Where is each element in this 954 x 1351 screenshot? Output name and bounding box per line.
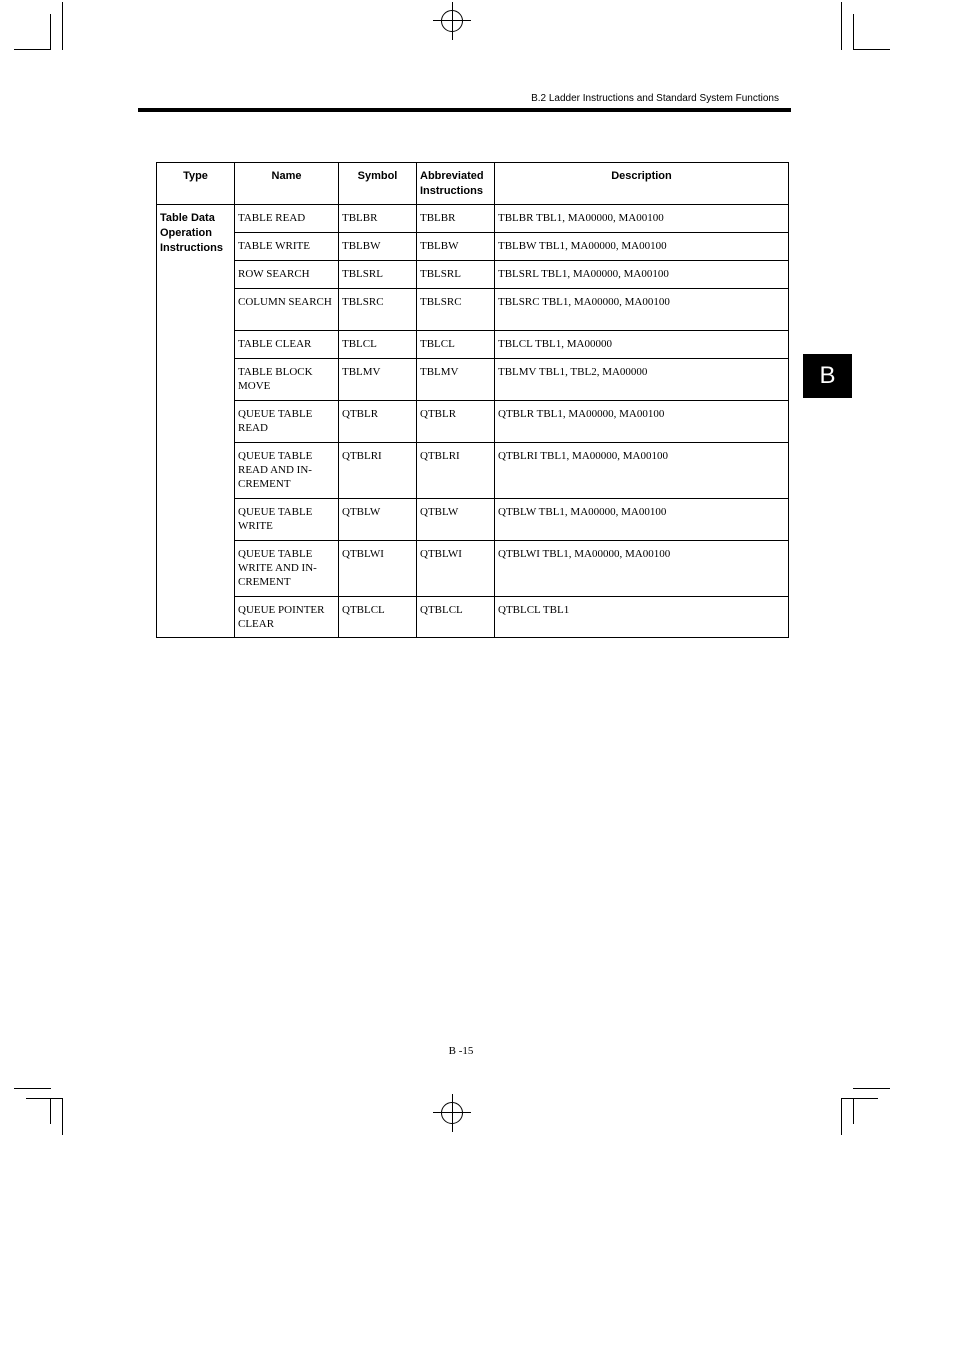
symbol-cell: QTBLW bbox=[339, 499, 417, 541]
running-head: B.2 Ladder Instructions and Standard System Functions bbox=[531, 93, 779, 104]
symbol-cell: TBLMV bbox=[339, 359, 417, 401]
header-description: Description bbox=[495, 163, 789, 205]
registration-mark-bottom-v bbox=[452, 1094, 453, 1132]
header-type: Type bbox=[157, 163, 235, 205]
description-cell: QTBLWI TBL1, MA00000, MA00100 bbox=[495, 541, 789, 597]
name-cell: ROW SEARCH bbox=[235, 261, 339, 289]
name-cell: QUEUE TABLE READ bbox=[235, 401, 339, 443]
abbreviated-cell: TBLCL bbox=[417, 331, 495, 359]
abbreviated-cell: TBLBW bbox=[417, 233, 495, 261]
name-cell: TABLE READ bbox=[235, 205, 339, 233]
crop-mark-top-left-v2 bbox=[50, 14, 51, 50]
symbol-cell: QTBLWI bbox=[339, 541, 417, 597]
description-cell: TBLMV TBL1, TBL2, MA00000 bbox=[495, 359, 789, 401]
description-cell: TBLBR TBL1, MA00000, MA00100 bbox=[495, 205, 789, 233]
name-cell: QUEUE TABLE WRITE bbox=[235, 499, 339, 541]
crop-mark-bottom-left-h bbox=[14, 1088, 51, 1089]
table-row bbox=[157, 233, 789, 261]
name-cell: TABLE WRITE bbox=[235, 233, 339, 261]
crop-mark-bottom-right-v bbox=[853, 1098, 854, 1124]
symbol-cell: TBLBW bbox=[339, 233, 417, 261]
description-cell: QTBLCL TBL1 bbox=[495, 597, 789, 638]
abbreviated-cell: QTBLCL bbox=[417, 597, 495, 638]
table-row bbox=[157, 261, 789, 289]
table-row bbox=[157, 205, 789, 233]
table-row bbox=[157, 289, 789, 331]
table-row bbox=[157, 401, 789, 443]
abbreviated-cell: QTBLW bbox=[417, 499, 495, 541]
symbol-cell: TBLSRL bbox=[339, 261, 417, 289]
header-abbreviated: Abbreviated Instructions bbox=[417, 163, 495, 205]
crop-mark-bottom-left-h2 bbox=[26, 1098, 63, 1099]
name-cell: TABLE CLEAR bbox=[235, 331, 339, 359]
crop-mark-bottom-left-v bbox=[50, 1098, 51, 1124]
table-row bbox=[157, 541, 789, 597]
abbreviated-cell: TBLMV bbox=[417, 359, 495, 401]
table-row bbox=[157, 499, 789, 541]
description-cell: QTBLR TBL1, MA00000, MA00100 bbox=[495, 401, 789, 443]
description-cell: TBLCL TBL1, MA00000 bbox=[495, 331, 789, 359]
abbreviated-cell: TBLBR bbox=[417, 205, 495, 233]
section-tab: B bbox=[803, 354, 852, 398]
symbol-cell: QTBLR bbox=[339, 401, 417, 443]
crop-mark-bottom-right-h2 bbox=[841, 1098, 878, 1099]
crop-mark-top-right-v2 bbox=[853, 14, 854, 50]
name-cell: QUEUE POINTER CLEAR bbox=[235, 597, 339, 638]
crop-mark-bottom-right-v2 bbox=[841, 1098, 842, 1135]
symbol-cell: QTBLCL bbox=[339, 597, 417, 638]
page-number: B -15 bbox=[448, 1045, 474, 1057]
table-row bbox=[157, 597, 789, 638]
abbreviated-cell: TBLSRC bbox=[417, 289, 495, 331]
description-cell: TBLBW TBL1, MA00000, MA00100 bbox=[495, 233, 789, 261]
header-symbol: Symbol bbox=[339, 163, 417, 205]
name-cell: COLUMN SEARCH bbox=[235, 289, 339, 331]
crop-mark-top-right-v bbox=[841, 2, 842, 50]
symbol-cell: QTBLRI bbox=[339, 443, 417, 499]
symbol-cell: TBLSRC bbox=[339, 289, 417, 331]
table-row bbox=[157, 443, 789, 499]
abbreviated-cell: QTBLRI bbox=[417, 443, 495, 499]
instruction-table bbox=[156, 162, 789, 638]
abbreviated-cell: QTBLWI bbox=[417, 541, 495, 597]
crop-mark-top-right-h bbox=[853, 49, 890, 50]
name-cell: QUEUE TABLE WRITE AND IN-CREMENT bbox=[235, 541, 339, 597]
name-cell: QUEUE TABLE READ AND IN-CREMENT bbox=[235, 443, 339, 499]
type-cell: Table Data Operation Instructions bbox=[157, 205, 235, 638]
abbreviated-cell: TBLSRL bbox=[417, 261, 495, 289]
name-cell: TABLE BLOCK MOVE bbox=[235, 359, 339, 401]
table-header-row bbox=[157, 163, 789, 205]
description-cell: TBLSRL TBL1, MA00000, MA00100 bbox=[495, 261, 789, 289]
symbol-cell: TBLCL bbox=[339, 331, 417, 359]
description-cell: QTBLW TBL1, MA00000, MA00100 bbox=[495, 499, 789, 541]
table-row bbox=[157, 331, 789, 359]
header-rule bbox=[138, 108, 791, 112]
symbol-cell: TBLBR bbox=[339, 205, 417, 233]
crop-mark-top-left-h bbox=[14, 49, 51, 50]
crop-mark-bottom-left-v2 bbox=[62, 1098, 63, 1135]
description-cell: QTBLRI TBL1, MA00000, MA00100 bbox=[495, 443, 789, 499]
description-cell: TBLSRC TBL1, MA00000, MA00100 bbox=[495, 289, 789, 331]
abbreviated-cell: QTBLR bbox=[417, 401, 495, 443]
header-name: Name bbox=[235, 163, 339, 205]
table-row bbox=[157, 359, 789, 401]
crop-mark-bottom-right-h bbox=[853, 1088, 890, 1089]
crop-mark-top-left-v bbox=[62, 2, 63, 50]
registration-mark-top-v bbox=[452, 2, 453, 40]
